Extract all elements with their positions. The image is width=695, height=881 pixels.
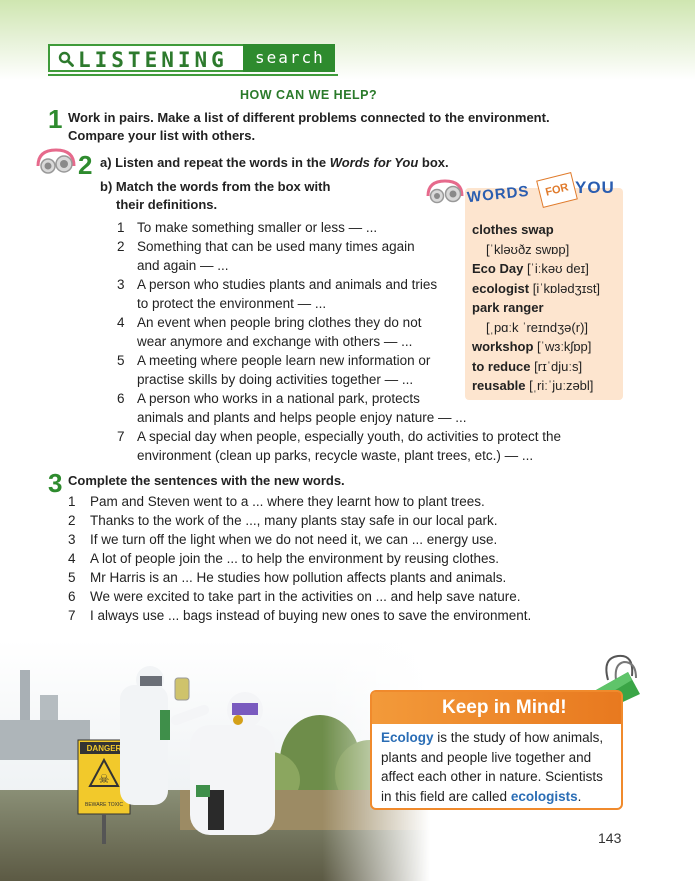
task-3-number: 3 [48, 468, 63, 498]
word-entry-eco-day [472, 259, 622, 279]
word-entry-clothes-swap [472, 220, 622, 259]
definition-text: An event when people bring clothes they do not [137, 315, 422, 330]
kim-line-1-rest: is the study of how animals, [433, 730, 604, 745]
header-title-box [48, 44, 243, 72]
word-ipa: [ˈiːkəʊ deɪ] [526, 261, 589, 276]
kim-ecologists-term: ecologists [510, 788, 578, 804]
definition-text-cont: animals and plants and helps people enjoy nature — ... [137, 410, 467, 425]
task-1-line-1: Work in pairs. Make a list of different problems connected to the environment. [68, 110, 550, 125]
keep-in-mind-title: Keep in Mind! [442, 697, 567, 718]
sentence-text: Mr Harris is an ... He studies how pollution affects plants and animals. [90, 570, 507, 585]
word: workshop [472, 339, 534, 354]
page-subtitle: HOW CAN WE HELP? [240, 88, 378, 102]
task-2-number: 2 [78, 150, 93, 180]
word: ecologist [472, 280, 530, 296]
sentence-number: 2 [68, 513, 76, 528]
words-for-you-you: YOU [575, 178, 615, 197]
word-ipa: [iˈkɒlədʒɪst] [532, 280, 601, 296]
task-2-part-a-em: Words for You [329, 155, 419, 170]
definition-text: To make something smaller or less — ... [137, 220, 378, 235]
sentence-text: I always use ... bags instead of buying new ones to save the environment. [90, 608, 532, 623]
task-2-part-b-line-1: b) Match the words from the box with [100, 179, 331, 194]
header-tag: search [243, 44, 335, 72]
definition-text: A person who studies plants and animals and tries [137, 277, 438, 292]
task-2-part-a-pre: a) Listen and repeat the words in the [100, 155, 330, 170]
keep-in-mind-box [370, 690, 623, 810]
task-1-line-2: Compare your list with others. [68, 128, 256, 143]
keep-in-mind-header [372, 692, 621, 724]
page-number: 143 [598, 830, 622, 846]
definition-number: 4 [117, 315, 125, 330]
kim-line-4 [381, 787, 617, 807]
word: park ranger [472, 300, 544, 315]
word-ipa: [rɪˈdjuːs] [534, 358, 583, 374]
definition-text: A person who works in a national park, protects [137, 391, 420, 406]
definition-number: 6 [117, 391, 125, 406]
definition-text-cont: to protect the environment — ... [137, 296, 327, 311]
words-for-you-for: FOR [536, 172, 578, 208]
header-underline [48, 74, 338, 76]
definition-text: A special day when people, especially youth, do activities to protect the [137, 429, 562, 444]
headphones-icon[interactable] [424, 178, 468, 208]
headphones-icon[interactable] [34, 146, 80, 180]
scientists-photo [0, 640, 430, 881]
words-for-you-list [472, 220, 622, 396]
kim-line-1 [381, 728, 617, 748]
word-entry-to-reduce [472, 357, 622, 377]
words-for-you-title [465, 172, 625, 216]
sentence-text: Thanks to the work of the ..., many plants stay safe in our local park. [90, 513, 498, 528]
kim-line-4-pre: in this field are called [381, 788, 511, 804]
definition-number: 3 [117, 277, 125, 292]
word-ipa: [ˈkləʊðz swɒp] [486, 241, 570, 257]
sentence-text: A lot of people join the ... to help the environment by reusing clothes. [90, 551, 500, 566]
definition-text-cont: and again — ... [137, 258, 229, 273]
task-2-part-a-post: box. [418, 155, 449, 170]
sentence-text: If we turn off the light when we do not need it, we can ... energy use. [90, 532, 498, 547]
definition-number: 5 [117, 353, 125, 368]
word-entry-reusable [472, 376, 622, 396]
sentence-number: 4 [68, 551, 76, 566]
header-title: LISTENING [78, 48, 228, 72]
word-ipa: [ˌpɑːk ˈreɪndʒə(r)] [486, 319, 589, 335]
kim-line-4-post: . [577, 788, 582, 804]
word: to reduce [472, 358, 531, 374]
kim-ecology-term: Ecology [381, 730, 434, 745]
sentence-number: 3 [68, 532, 76, 547]
sentence-number: 5 [68, 570, 76, 585]
word-entry-park-ranger [472, 298, 622, 337]
word: Eco Day [472, 261, 524, 276]
sentence-text: Pam and Steven went to a ... where they learnt how to plant trees. [90, 494, 485, 509]
magnifier-icon [58, 51, 74, 67]
word-entry-workshop [472, 337, 622, 357]
word: reusable [472, 378, 526, 393]
kim-line-2: plants and people live together and [381, 749, 592, 765]
word-ipa: [ˌriːˈjuːzəbl] [529, 378, 594, 393]
definition-text: Something that can be used many times again [137, 239, 415, 254]
definition-text-cont: wear anymore and exchange with others — ... [137, 334, 413, 349]
sentence-number: 1 [68, 494, 76, 509]
definition-text-cont: practise skills by doing activities together — ... [137, 372, 414, 387]
keep-in-mind-text [381, 728, 617, 806]
definition-number: 7 [117, 429, 125, 444]
task-3-instruction: Complete the sentences with the new words. [68, 473, 345, 488]
sentence-number: 6 [68, 589, 76, 604]
sentence-text: We were excited to take part in the activities on ... and help save nature. [90, 589, 521, 604]
word-ipa: [ˈwɜːkʃɒp] [537, 339, 592, 354]
task-1-number: 1 [48, 104, 63, 134]
words-for-you-words: WORDS [466, 182, 531, 207]
definition-text: A meeting where people learn new information or [137, 353, 431, 368]
definition-text-cont: environment (clean up parks, recycle waste, plant trees, etc.) — ... [137, 448, 534, 463]
word: clothes swap [472, 222, 554, 237]
definition-number: 1 [117, 220, 125, 235]
task-2-part-a [100, 154, 449, 172]
word-entry-ecologist [472, 279, 622, 299]
kim-line-3: affect each other in nature. Scientists [381, 769, 603, 784]
task-2-part-b-line-2: their definitions. [116, 197, 218, 212]
definition-number: 2 [117, 239, 125, 254]
sentence-number: 7 [68, 608, 76, 623]
